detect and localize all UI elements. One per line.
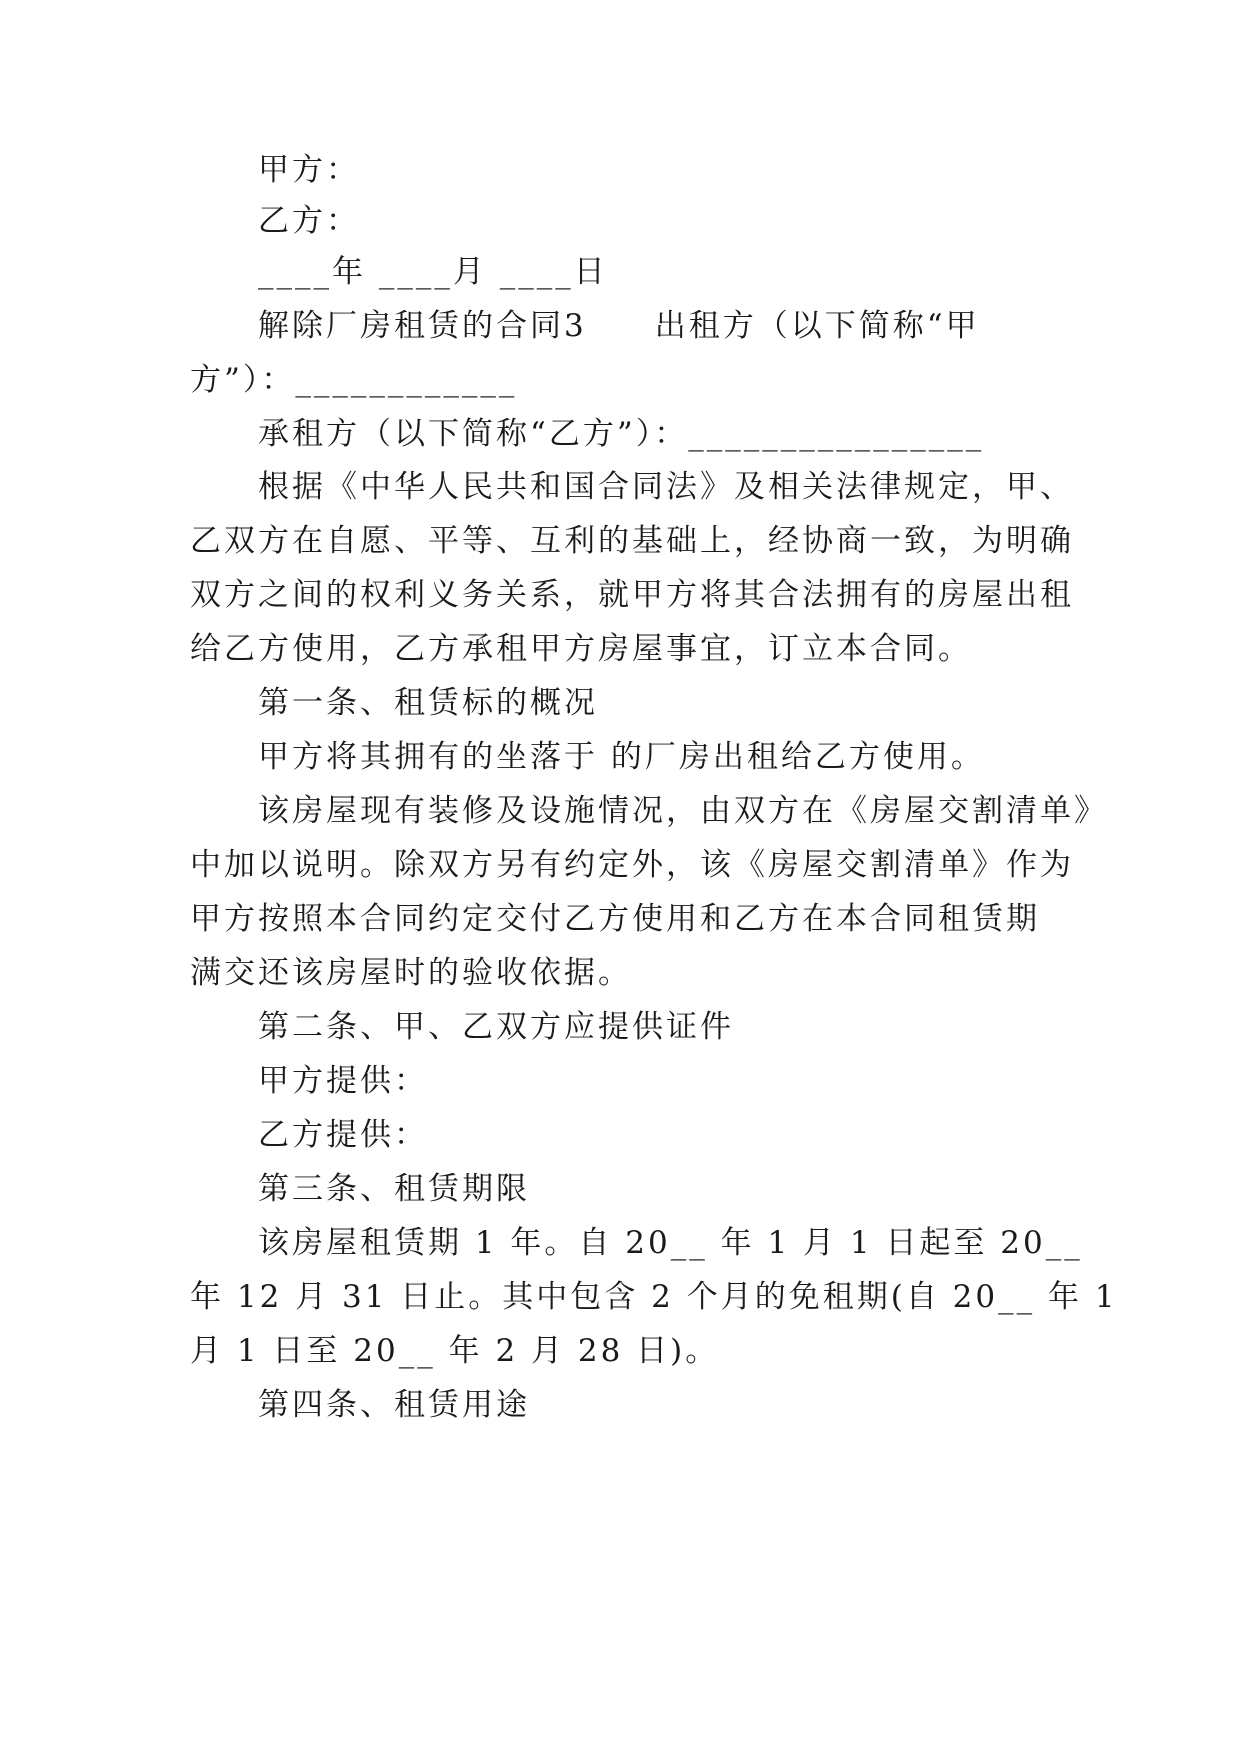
term-line-3: 月 1 日至 20__ 年 2 月 28 日)。 [190, 1333, 720, 1369]
preamble-line-1: 根据《中华人民共和国合同法》及相关法律规定，甲、 [258, 469, 1074, 505]
facility-line-4: 满交还该房屋时的验收依据。 [190, 955, 632, 991]
term-line-2: 年 12 月 31 日止。其中包含 2 个月的免租期(自 20__ 年 1 [190, 1279, 1118, 1315]
date-line: ____年 ____月 ____日 [258, 254, 608, 290]
party-b-documents: 乙方提供： [258, 1117, 428, 1153]
article-4-heading: 第四条、租赁用途 [258, 1387, 530, 1423]
party-a-line: 甲方： [258, 152, 360, 188]
article-1-heading: 第一条、租赁标的概况 [258, 685, 598, 721]
preamble-line-2: 乙双方在自愿、平等、互利的基础上，经协商一致，为明确 [190, 523, 1074, 559]
facility-line-1: 该房屋现有装修及设施情况，由双方在《房屋交割清单》 [258, 793, 1108, 829]
party-b-line: 乙方： [258, 203, 360, 239]
preamble-line-3: 双方之间的权利义务关系，就甲方将其合法拥有的房屋出租 [190, 577, 1074, 613]
article-1-text: 甲方将其拥有的坐落于 的厂房出租给乙方使用。 [258, 739, 985, 775]
lessee-line: 承租方（以下简称“乙方”）：________________ [258, 416, 985, 452]
preamble-line-4: 给乙方使用，乙方承租甲方房屋事宜，订立本合同。 [190, 631, 972, 667]
facility-line-3: 甲方按照本合同约定交付乙方使用和乙方在本合同租赁期 [190, 901, 1040, 937]
lessor-line: 方”）：____________ [190, 362, 518, 398]
party-a-documents: 甲方提供： [258, 1063, 428, 1099]
contract-title-line: 解除厂房租赁的合同3 出租方（以下简称“甲 [258, 308, 980, 344]
facility-line-2: 中加以说明。除双方另有约定外，该《房屋交割清单》作为 [190, 847, 1074, 883]
article-3-heading: 第三条、租赁期限 [258, 1171, 530, 1207]
article-2-heading: 第二条、甲、乙双方应提供证件 [258, 1009, 734, 1045]
term-line-1: 该房屋租赁期 1 年。自 20__ 年 1 月 1 日起至 20__ [258, 1225, 1083, 1261]
